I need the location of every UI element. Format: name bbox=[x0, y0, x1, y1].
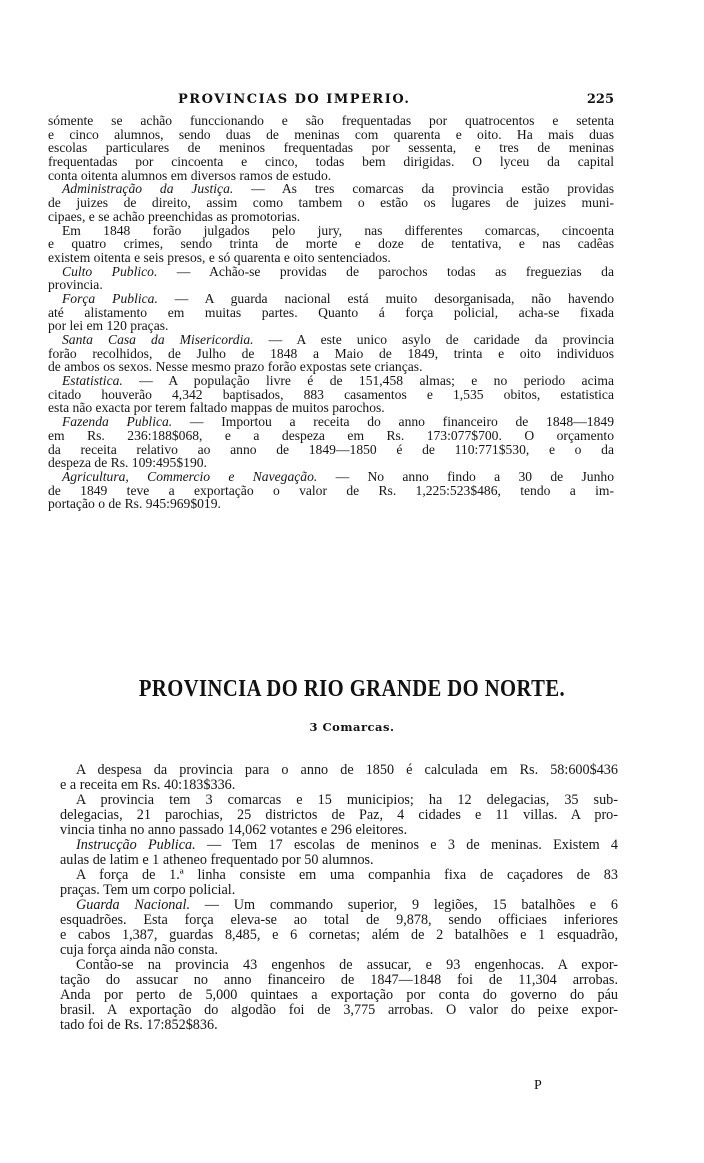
text-line bbox=[48, 155, 614, 169]
line-text: portação o de Rs. 945:969$019. bbox=[48, 496, 221, 512]
text-line bbox=[48, 128, 614, 142]
text-line bbox=[48, 401, 614, 415]
text-line bbox=[60, 988, 618, 1003]
line-text: e cinco alumnos, sendo duas de meninas com quarenta e oito. Ha mais duas bbox=[48, 126, 614, 142]
paragraph-heading: Culto Publico. bbox=[62, 263, 158, 279]
line-text: da receita relativo ao anno de 1849—1850 é de 110:771$530, e o da bbox=[48, 441, 614, 457]
text-line bbox=[48, 347, 614, 361]
line-text: — As tres comarcas da provincia estão providas bbox=[233, 181, 615, 197]
line-text: e quatro crimes, sendo trinta de morte e doze de tentativa, e nas cadêas bbox=[48, 236, 614, 252]
text-line bbox=[60, 928, 618, 943]
line-text: frequentadas por cincoenta e cinco, todas bem dirigidas. O lyceu da capital bbox=[48, 154, 614, 170]
text-line bbox=[48, 265, 614, 279]
paragraph-heading: Instrucção Publica. bbox=[76, 837, 196, 853]
line-text: por lei em 120 praças. bbox=[48, 318, 169, 334]
line-text: sómente se achão funccionando e são frequentadas por quatrocentos e setenta bbox=[48, 113, 614, 128]
paragraph-heading: Guarda Nacional. bbox=[76, 897, 190, 913]
text-line bbox=[60, 853, 618, 868]
text-line bbox=[60, 958, 618, 973]
line-text: Em 1848 forão julgados pelo jury, nas differentes comarcas, cincoenta bbox=[62, 222, 614, 238]
line-text: A despesa da provincia para o anno de 1850 é calculada em Rs. 58:600$436 bbox=[76, 762, 618, 778]
line-text: — A este unico asylo de caridade da provincia bbox=[253, 332, 614, 347]
text-line bbox=[60, 913, 618, 928]
text-line bbox=[48, 169, 614, 183]
text-line bbox=[60, 763, 618, 778]
line-text: — Um commando superior, 9 legiões, 15 batalhões e 6 bbox=[190, 897, 618, 913]
text-line bbox=[48, 237, 614, 251]
text-line bbox=[60, 1003, 618, 1018]
text-line bbox=[48, 319, 614, 333]
line-text: vincia tinha no anno passado 14,062 votantes e 296 eleitores. bbox=[60, 822, 408, 838]
text-line bbox=[60, 883, 618, 898]
text-line bbox=[48, 443, 614, 457]
line-text: esquadrões. Esta força eleva-se ao total de 9,878, sendo officiaes inferiores bbox=[60, 912, 618, 928]
line-text: citado houverão 4,342 baptisados, 883 casamentos e 1,535 obitos, estatistica bbox=[48, 386, 614, 402]
previous-province-text bbox=[48, 114, 614, 511]
line-text: conta oitenta alumnos em diversos ramos de estudo. bbox=[48, 167, 332, 183]
text-line bbox=[60, 793, 618, 808]
line-text: esta não exacta por terem faltado mappas de muitos parochos. bbox=[48, 400, 385, 416]
text-line bbox=[48, 306, 614, 320]
line-text: brasil. A exportação do algodão foi de 3,775 arrobas. O valor do peixe expor- bbox=[60, 1002, 618, 1018]
paragraph-heading: Administração da Justiça. bbox=[62, 181, 234, 197]
line-text: de juizes de direito, assim como tambem o estão os lugares de juizes muni- bbox=[48, 195, 614, 211]
text-line bbox=[48, 456, 614, 470]
text-line bbox=[48, 278, 614, 292]
line-text: forão recolhidos, de Julho de 1848 a Maio de 1849, trinta e oito individuos bbox=[48, 345, 614, 361]
text-line bbox=[48, 182, 614, 196]
text-line bbox=[48, 114, 614, 128]
line-text: tação do assucar no anno financeiro de 1847—1848 foi de 11,304 arrobas. bbox=[60, 972, 618, 988]
line-text: de 1849 teve a exportação o valor de Rs. 1,225:523$486, tendo a im- bbox=[48, 482, 614, 498]
text-line bbox=[48, 196, 614, 210]
text-line bbox=[48, 224, 614, 238]
paragraph-heading: Fazenda Publica. bbox=[62, 414, 173, 430]
text-line bbox=[48, 210, 614, 224]
line-text: Anda por perto de 5,000 quintaes a exportação por conta do governo do páu bbox=[60, 987, 618, 1003]
text-line bbox=[60, 943, 618, 958]
line-text: e cabos 1,387, guardas 8,485, e 6 cornetas; além de 2 batalhões e 1 esquadrão, bbox=[60, 927, 618, 943]
paragraph-heading: Força Publica. bbox=[62, 290, 158, 306]
line-text: escolas particulares de meninos frequentadas por sessenta, e tres de meninas bbox=[48, 140, 614, 156]
section-title: PROVINCIA DO RIO GRANDE DO NORTE. bbox=[138, 676, 566, 702]
paragraph-heading: Agricultura, Commercio e Navegação. bbox=[62, 468, 318, 484]
line-text: — Tem 17 escolas de meninos e 3 de meninas. Existem 4 bbox=[195, 837, 618, 853]
line-text: cuja força ainda não consta. bbox=[60, 942, 218, 958]
rio-grande-do-norte-text bbox=[60, 763, 618, 1033]
text-line bbox=[48, 484, 614, 498]
text-line bbox=[60, 868, 618, 883]
text-line bbox=[48, 429, 614, 443]
running-head-title: PROVINCIAS DO IMPERIO. bbox=[178, 92, 411, 107]
line-text: — Importou a receita do anno financeiro de 1848—1849 bbox=[172, 414, 614, 430]
section-subtitle: 3 Comarcas. bbox=[309, 720, 395, 734]
paragraph-heading: Estatistica. bbox=[62, 373, 123, 389]
line-text: A provincia tem 3 comarcas e 15 municipios; ha 12 delegacias, 35 sub- bbox=[76, 792, 618, 808]
text-line bbox=[60, 838, 618, 853]
line-text: e a receita em Rs. 40:183$336. bbox=[60, 777, 236, 793]
signature-mark: P bbox=[534, 1078, 542, 1093]
line-text: em Rs. 236:188$068, e a despeza em Rs. 173:077$700. O orçamento bbox=[48, 427, 614, 443]
text-line bbox=[48, 388, 614, 402]
line-text: tado foi de Rs. 17:852$836. bbox=[60, 1017, 218, 1033]
text-line bbox=[60, 808, 618, 823]
page-number: 225 bbox=[586, 92, 614, 107]
text-line bbox=[48, 497, 614, 511]
line-text: delegacias, 21 parochias, 25 districtos de Paz, 4 cidades e 11 villas. A pro- bbox=[60, 807, 618, 823]
text-line bbox=[60, 973, 618, 988]
line-text: — No anno findo a 30 de Junho bbox=[317, 468, 614, 484]
line-text: aulas de latim e 1 atheneo frequentado por 50 alumnos. bbox=[60, 852, 374, 868]
text-line bbox=[48, 360, 614, 374]
text-line bbox=[48, 251, 614, 265]
text-line bbox=[60, 778, 618, 793]
text-line bbox=[60, 898, 618, 913]
text-line bbox=[48, 470, 614, 484]
text-line bbox=[48, 141, 614, 155]
text-line bbox=[48, 333, 614, 347]
line-text: provincia. bbox=[48, 277, 103, 293]
line-text: A força de 1.ª linha consiste em uma companhia fixa de caçadores de 83 bbox=[76, 867, 618, 883]
text-line bbox=[48, 415, 614, 429]
line-text: Contão-se na provincia 43 engenhos de assucar, e 93 engenhocas. A expor- bbox=[76, 957, 618, 973]
line-text: — A população livre é de 151,458 almas; e no periodo acima bbox=[122, 373, 614, 389]
line-text: até alistamento em muitas partes. Quanto á força policial, acha-se fixada bbox=[48, 304, 614, 320]
line-text: praças. Tem um corpo policial. bbox=[60, 882, 236, 898]
line-text: — A guarda nacional está muito desorganisada, não havendo bbox=[157, 290, 614, 306]
line-text: — Achão-se providas de parochos todas as freguezias da bbox=[157, 263, 615, 279]
line-text: existem oitenta e seis presos, e só quarenta e oito sentenciados. bbox=[48, 249, 391, 265]
line-text: despeza de Rs. 109:495$190. bbox=[48, 455, 207, 471]
line-text: cipaes, e se achão preenchidas as promotorias. bbox=[48, 208, 301, 224]
text-line bbox=[48, 292, 614, 306]
line-text: de ambos os sexos. Nesse mesmo prazo forão expostas sete crianças. bbox=[48, 359, 423, 375]
paragraph-heading: Santa Casa da Misericordia. bbox=[62, 332, 254, 347]
text-line bbox=[48, 374, 614, 388]
text-line bbox=[60, 823, 618, 838]
running-head bbox=[48, 92, 614, 110]
text-line bbox=[60, 1018, 618, 1033]
